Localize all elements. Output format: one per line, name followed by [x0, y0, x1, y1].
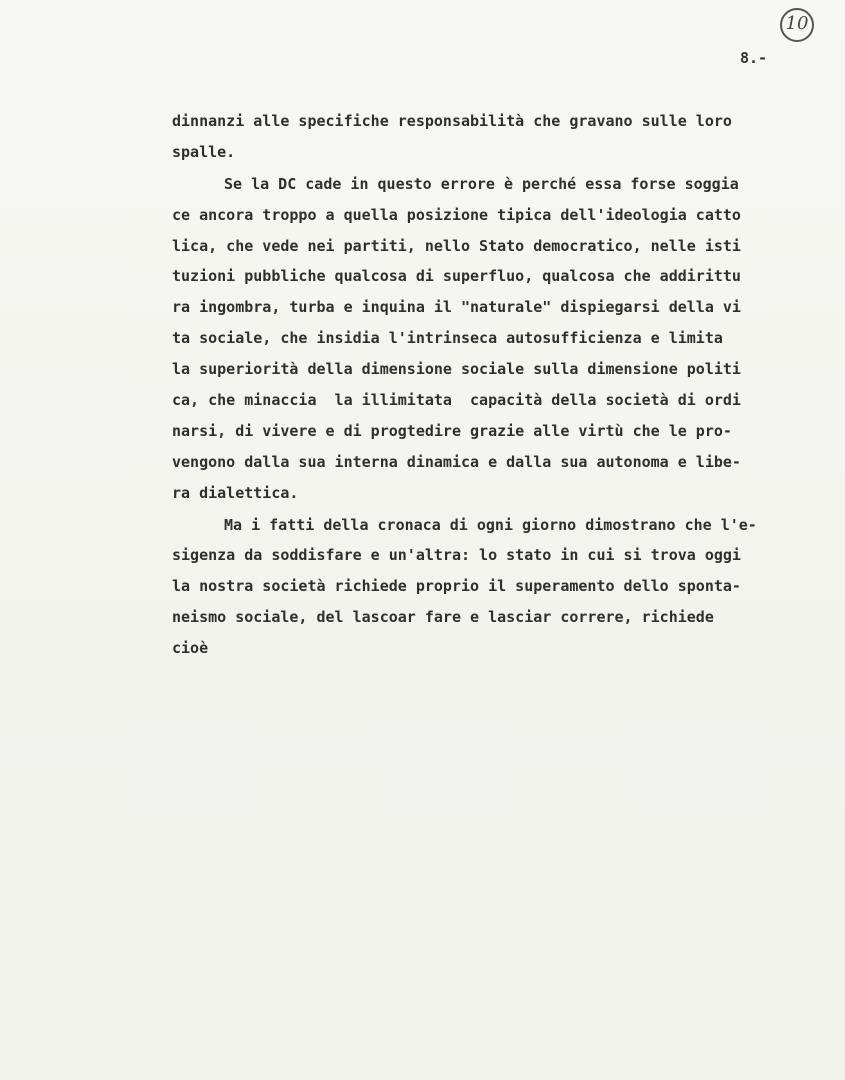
text-line: neismo sociale, del lascoar fare e lasciar correre, richiede: [172, 608, 714, 627]
text-line: la superiorità della dimensione sociale sulla dimensione politi: [172, 360, 741, 379]
text-line: cioè: [172, 639, 209, 658]
text-line: ra dialettica.: [172, 483, 299, 502]
text-line: ce ancora troppo a quella posizione tipica dell'ideologia catto: [172, 205, 741, 224]
paragraph-start-line: Ma i fatti della cronaca di ogni giorno dimostrano che l'e-: [224, 515, 757, 534]
body-text: [172, 106, 822, 664]
text-line: ra ingombra, turba e inquina il "naturale" dispiegarsi della vi: [172, 298, 741, 317]
text-line: dinnanzi alle specifiche responsabilità che gravano sulle loro: [172, 112, 732, 130]
text-line: ta sociale, che insidia l'intrinseca autosufficienza e limita: [172, 329, 723, 348]
text-line: spalle.: [172, 142, 236, 161]
text-line: tuzioni pubbliche qualcosa di superfluo, qualcosa che addirittu: [172, 267, 741, 286]
text-line: sigenza da soddisfare e un'altra: lo stato in cui si trova oggi: [172, 546, 741, 565]
folio-number: 10: [785, 13, 809, 34]
paragraph-start-line: Se la DC cade in questo errore è perché essa forse soggia: [224, 174, 739, 193]
text-line: la nostra società richiede proprio il superamento dello sponta-: [172, 577, 741, 596]
page-number: 8.-: [740, 49, 768, 67]
text-line: vengono dalla sua interna dinamica e dalla sua autonoma e libe-: [172, 452, 741, 471]
text-line: lica, che vede nei partiti, nello Stato democratico, nelle isti: [172, 236, 741, 255]
text-line: narsi, di vivere e di progtedire grazie alle virtù che le pro-: [172, 421, 732, 440]
text-line: ca, che minaccia la illimitata capacità della società di ordi: [172, 391, 741, 410]
